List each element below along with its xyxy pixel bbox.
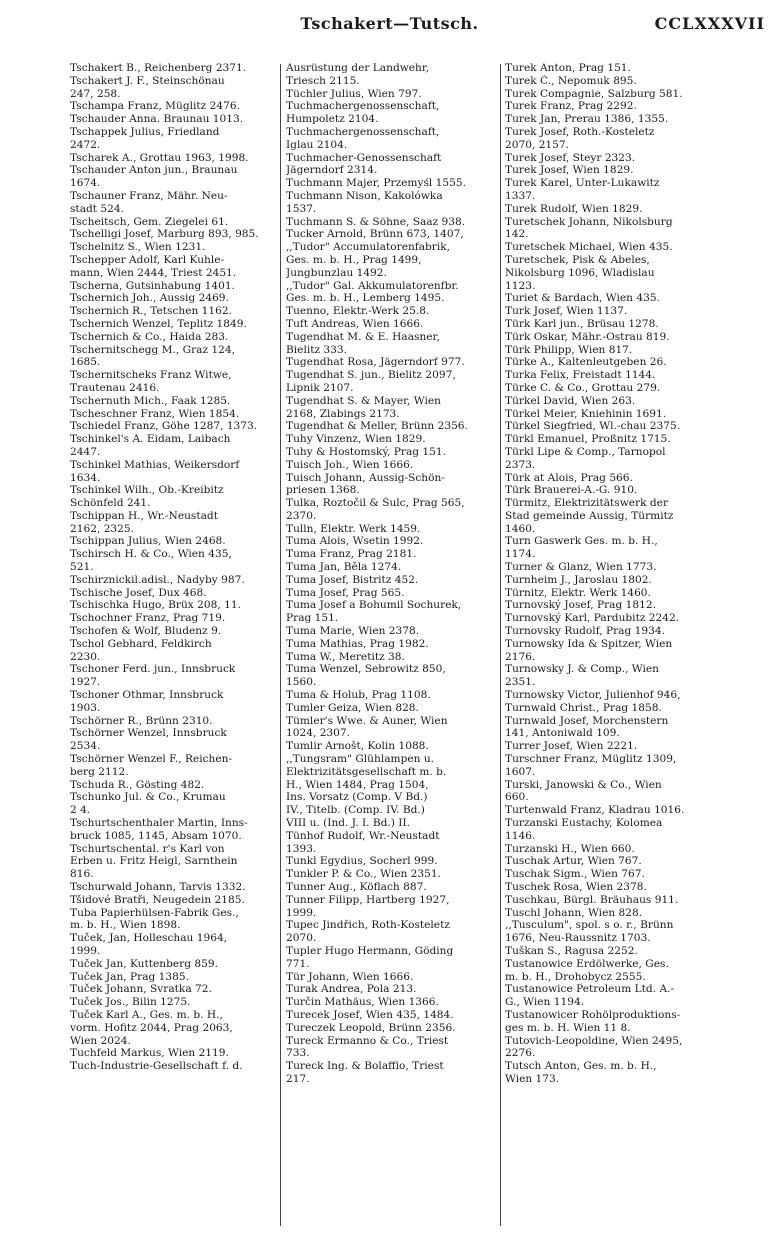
directory-line: Jägerndorf 2314. <box>286 164 378 177</box>
directory-line: 217. <box>286 1072 310 1085</box>
page-header <box>0 12 779 42</box>
column-divider <box>280 64 281 1226</box>
directory-line: Tscheitsch, Gem. Ziegelei 61. <box>70 215 229 228</box>
directory-line: Tugendhat & Meller, Brünn 2356. <box>286 420 468 433</box>
directory-line: Türk Philipp, Wien 817. <box>505 343 633 356</box>
directory-line: Tuček Johann, Svratka 72. <box>70 983 212 996</box>
directory-line: Turnovsky Rudolf, Prag 1934. <box>505 625 665 638</box>
directory-line: Turschner Franz, Müglitz 1309, <box>505 753 677 766</box>
directory-line: Tuma Josef a Bohumil Sochurek, <box>286 599 462 612</box>
directory-line: Turner & Glanz, Wien 1773. <box>505 561 657 574</box>
directory-line: Prag 151. <box>286 612 339 625</box>
directory-line: m. b. H., Drohobycz 2555. <box>505 970 646 983</box>
directory-line: Tuškan S., Ragusa 2252. <box>505 944 638 957</box>
directory-line: Tschippan Julius, Wien 2468. <box>70 535 226 548</box>
directory-line: 2447. <box>70 445 101 458</box>
directory-line: H., Wien 1484, Prag 1504, <box>286 778 429 791</box>
directory-line: Iglau 2104. <box>286 138 348 151</box>
directory-line: Türkel David, Wien 263. <box>505 394 636 407</box>
directory-line: 1999. <box>70 944 101 957</box>
directory-line: Tscherna, Gutsinhabung 1401. <box>70 279 235 292</box>
directory-line: Tschochner Franz, Prag 719. <box>70 612 226 625</box>
directory-line: Tureck Ing. & Bolaffio, Triest <box>286 1060 444 1073</box>
directory-line: Tuenno, Elektr.-Werk 25.8. <box>286 305 430 318</box>
directory-line: 2230. <box>70 650 101 663</box>
directory-line: Tugendhat S. & Mayer, Wien <box>286 394 441 407</box>
directory-line: 2162, 2325. <box>70 522 135 535</box>
directory-line: Tschirznickil.adisl., Nadyby 987. <box>70 573 245 586</box>
directory-line: Turk Josef, Wien 1137. <box>505 305 628 318</box>
directory-line: Tuch-Industrie-Gesellschaft f. d. <box>70 1060 243 1073</box>
directory-line: Turek Anton, Prag 151. <box>505 62 631 74</box>
directory-line: Tschelligi Josef, Marburg 893, 985. <box>70 228 259 241</box>
directory-line: Tüchler Julius, Wien 797. <box>286 87 422 100</box>
directory-line: 1685. <box>70 356 101 369</box>
directory-line: Nikolsburg 1096, Wladislau <box>505 266 655 279</box>
directory-line: Tustanowice Petroleum Ltd. A.- <box>505 983 675 996</box>
directory-line: Turek Josef, Wien 1829. <box>505 164 634 177</box>
directory-line: Tunner Aug., Köflach 887. <box>286 881 427 893</box>
directory-line: Tuhy Vinzenz, Wien 1829. <box>286 433 426 446</box>
directory-line: Tuisch Joh., Wien 1666. <box>286 458 414 471</box>
directory-line: Tunner Filipp, Hartberg 1927, <box>286 893 450 906</box>
directory-line: Tuft Andreas, Wien 1666. <box>286 317 424 330</box>
directory-line: Tuschl Johann, Wien 828. <box>505 906 643 919</box>
directory-line: Tuma Mathias, Prag 1982. <box>286 637 429 650</box>
directory-line: Turnwald Christ., Prag 1858. <box>505 701 662 714</box>
directory-line: Tscheschner Franz, Wien 1854. <box>70 407 240 420</box>
directory-line: Tuma & Holub, Prag 1108. <box>286 689 431 702</box>
directory-line: Turnowsky Victor, Julienhof 946, <box>505 689 681 702</box>
directory-line: Tugendhat M. & E. Haasner, <box>286 330 440 343</box>
directory-line: Tschernitschegg M., Graz 124, <box>70 343 236 356</box>
directory-line: 1560. <box>286 676 317 689</box>
directory-line: Tuisch Johann, Aussig-Schön- <box>286 471 445 484</box>
directory-line: Turek Č., Nepomuk 895. <box>505 74 637 87</box>
directory-line: 1674. <box>70 177 101 190</box>
directory-line: Türk Karl jun., Brüsau 1278. <box>505 317 659 330</box>
directory-line: Tulka, Roztočil & Šulc, Prag 565, <box>286 497 465 510</box>
directory-line: Tschörner R., Brünn 2310. <box>70 714 213 727</box>
directory-line: ,,Tungsram" Glühlampen u. <box>286 753 435 766</box>
directory-line: Tuchmann S. & Söhne, Saaz 938. <box>286 215 466 228</box>
directory-line: IV., Titelb. (Comp. IV. Bd.) <box>286 804 425 817</box>
directory-line: Turek Josef, Steyr 2323. <box>505 151 636 164</box>
directory-line: Tulln, Elektr. Werk 1459. <box>286 522 421 535</box>
directory-line: 1537. <box>286 202 317 215</box>
directory-line: 2168, Zlabings 2173. <box>286 407 400 420</box>
directory-line: Tuschkau, Bürgl. Bräuhaus 911. <box>505 893 679 906</box>
directory-line: Ins. Vorsatz (Comp. V Bd.) <box>286 791 428 804</box>
directory-line: Turčin Mathäus, Wien 1366. <box>286 996 439 1009</box>
directory-line: 141, Antoniwald 109. <box>505 727 620 740</box>
directory-line: Turetschek Johann, Nikolsburg <box>505 215 673 228</box>
directory-line: Türk Brauerei-A.-G. 910. <box>505 484 638 497</box>
directory-line: Wien 173. <box>505 1072 560 1085</box>
directory-line: 1337. <box>505 189 536 202</box>
directory-line: m. b. H., Wien 1898. <box>70 919 181 932</box>
directory-line: Tuma Jan, Běla 1274. <box>286 561 402 574</box>
directory-line: Tuba Papierhülsen-Fabrik Ges., <box>70 906 239 919</box>
directory-line: 1174. <box>505 548 536 561</box>
directory-line: Tuchmann Majer, Przemyśl 1555. <box>286 177 466 190</box>
directory-line: Turetschek Michael, Wien 435. <box>505 241 673 254</box>
directory-line: Tschinkel's A. Eidam, Laibach <box>70 433 231 446</box>
directory-line: Erben u. Fritz Heigl, Sarnthein <box>70 855 238 868</box>
column-left <box>70 62 278 1073</box>
page-number: CCLXXXVII <box>654 14 765 33</box>
directory-line: Turski, Janowski & Co., Wien <box>505 778 662 791</box>
directory-line: Tschol Gebhard, Feldkirch <box>70 637 212 650</box>
directory-line: Türk Oskar, Mähr.-Ostrau 819. <box>505 330 670 343</box>
directory-line: 1676, Neu-Raussnitz 1703. <box>505 932 651 945</box>
directory-line: 2373. <box>505 458 536 471</box>
directory-line: Turek Compagnie, Salzburg 581. <box>505 87 683 100</box>
directory-line: Tschernich Wenzel, Teplitz 1849. <box>70 317 247 330</box>
directory-line: Ges. m. b. H., Lemberg 1495. <box>286 292 445 305</box>
directory-line: 2534. <box>70 740 101 753</box>
page-title: Tschakert—Tutsch. <box>300 14 479 33</box>
directory-line: Tuma Wenzel, Sebrowitz 850, <box>286 663 446 676</box>
directory-line: Türkl Lipe & Comp., Tarnopol <box>505 445 666 458</box>
directory-line: Tschauder Anton jun., Braunau <box>70 164 238 177</box>
directory-line: 2472. <box>70 138 101 151</box>
directory-line: 2370. <box>286 509 317 522</box>
directory-line: 1393. <box>286 842 317 855</box>
directory-line: Tupler Hugo Hermann, Göding <box>286 944 454 957</box>
directory-line: Tunkler P. & Co., Wien 2351. <box>286 868 442 881</box>
directory-line: Turnwald Josef, Morchenstern <box>505 714 669 727</box>
directory-line: Tschernich Joh., Aussig 2469. <box>70 292 229 305</box>
directory-line: Tuchfeld Markus, Wien 2119. <box>70 1047 229 1060</box>
directory-line: Tschörner Wenzel, Innsbruck <box>70 727 227 740</box>
directory-line: Turecek Josef, Wien 435, 1484. <box>286 1008 454 1021</box>
directory-line: 521. <box>70 561 94 574</box>
directory-line: Tschakert B., Reichenberg 2371. <box>70 62 247 74</box>
directory-line: G., Wien 1194. <box>505 996 585 1009</box>
directory-line: 2 4. <box>70 804 91 817</box>
directory-line: 816. <box>70 868 94 881</box>
directory-line: 733. <box>286 1047 310 1060</box>
directory-line: Türke C. & Co., Grottau 279. <box>505 381 661 394</box>
directory-line: Turnovský Karl, Pardubitz 2242. <box>505 612 680 625</box>
directory-line: VIII u. (Ind. J. I. Bd.) II. <box>286 817 411 830</box>
directory-columns <box>0 62 779 1232</box>
directory-line: Tschernuth Mich., Faak 1285. <box>70 394 231 407</box>
directory-line: 1927. <box>70 676 101 689</box>
directory-line: Tuma Alois, Wsetin 1992. <box>286 535 424 548</box>
directory-line: mann, Wien 2444, Triest 2451. <box>70 266 237 279</box>
directory-line: ,,Tusculum", spol. s o. r., Brünn <box>505 919 674 932</box>
directory-line: ,,Tudor" Gal. Akkumulatorenfbr. <box>286 279 459 292</box>
directory-line: 1607. <box>505 765 536 778</box>
directory-line: Tschischka Hugo, Brüx 208, 11. <box>70 599 241 612</box>
directory-line: Tuhy & Hostomský, Prag 151. <box>286 445 447 458</box>
directory-line: Turak Andrea, Pola 213. <box>286 983 417 996</box>
directory-line: Turzanski Eustachy, Kolomea <box>505 817 663 830</box>
directory-line: Tschuda R., Gösting 482. <box>70 778 205 791</box>
directory-line: Tschernich R., Tetschen 1162. <box>70 305 232 318</box>
directory-line: Turek Josef, Roth.-Kosteletz <box>505 125 655 138</box>
directory-line: Tuchmachergenossenschaft, <box>286 100 440 113</box>
directory-line: Tuma Franz, Prag 2181. <box>286 548 417 561</box>
directory-line: Tunkl Egydius, Socherl 999. <box>286 855 438 868</box>
directory-line: Turzanski H., Wien 660. <box>505 842 635 855</box>
directory-line: Tschunko Jul. & Co., Krumau <box>70 791 226 804</box>
directory-line: Trautenau 2416. <box>70 381 160 394</box>
directory-line: 2070, 2157. <box>505 138 570 151</box>
directory-line: ges m. b. H. Wien 11 8. <box>505 1021 631 1034</box>
directory-line: Tutsch Anton, Ges. m. b. H., <box>505 1060 657 1073</box>
directory-line: Tschische Josef, Dux 468. <box>70 586 207 599</box>
directory-line: Tschappek Julius, Friedland <box>70 125 220 138</box>
directory-line: Tschampa Franz, Müglitz 2476. <box>70 100 240 113</box>
directory-line: Tuschak Artur, Wien 767. <box>505 855 642 868</box>
directory-line: Wien 2024. <box>70 1034 131 1047</box>
directory-line: Tschinkel Wilh., Ob.-Kreibitz <box>70 484 224 497</box>
directory-line: Turetschek, Pisk & Abeles, <box>505 253 650 266</box>
directory-line: Stad gemeinde Aussig, Türmitz <box>505 509 674 522</box>
directory-line: Tür Johann, Wien 1666. <box>286 970 414 983</box>
directory-line: Tuček Jan, Prag 1385. <box>70 970 189 983</box>
directory-line: Türkl Emanuel, Proßnitz 1715. <box>505 433 671 446</box>
directory-line: Türkel Siegfried, Wl.-chau 2375. <box>505 420 681 433</box>
directory-line: Tustanowicer Rohölproduktions- <box>505 1008 681 1021</box>
directory-line: Elektrizitätsgesellschaft m. b. <box>286 765 447 778</box>
directory-line: Türnitz, Elektr. Werk 1460. <box>505 586 651 599</box>
directory-line: 1903. <box>70 701 101 714</box>
directory-line: Turka Felix, Freistadt 1144. <box>505 369 656 382</box>
directory-line: Tschofen & Wolf, Bludenz 9. <box>70 625 222 638</box>
directory-line: Tucker Arnold, Brünn 673, 1407, <box>286 228 464 241</box>
directory-line: Tuček Jos., Bilin 1275. <box>70 996 191 1009</box>
directory-line: 2276. <box>505 1047 536 1060</box>
directory-line: Tšidové Bratři, Neugedein 2185. <box>70 893 245 906</box>
directory-line: 142. <box>505 228 529 241</box>
directory-line: Turek Jan, Prerau 1386, 1355. <box>505 113 669 126</box>
directory-line: Tschörner Wenzel F., Reichen- <box>70 753 233 766</box>
directory-line: Tschauder Anna. Braunau 1013. <box>70 113 244 126</box>
directory-line: Tuček Karl A., Ges. m. b. H., <box>70 1008 223 1021</box>
directory-line: Tuschek Rosa, Wien 2378. <box>505 881 647 893</box>
directory-line: Turnheim J., Jaroslau 1802. <box>505 573 652 586</box>
directory-line: Tureczek Leopold, Brünn 2356. <box>286 1021 456 1034</box>
directory-line: Triesch 2115. <box>286 74 360 87</box>
directory-line: Turnowsky J. & Comp., Wien <box>505 663 659 676</box>
directory-line: Tumler Geiza, Wien 828. <box>286 701 419 714</box>
directory-line: vorm. Hofitz 2044, Prag 2063, <box>70 1021 233 1034</box>
directory-line: 2070. <box>286 932 317 945</box>
directory-line: Türmitz, Elektrizitätswerk der <box>505 497 669 510</box>
directory-line: Tureck Ermanno & Co., Triest <box>286 1034 449 1047</box>
directory-line: Tugendhat Rosa, Jägerndorf 977. <box>286 356 465 369</box>
directory-line: Tschernitscheks Franz Witwe, <box>70 369 232 382</box>
directory-line: Tschoner Othmar, Innsbruck <box>70 689 224 702</box>
directory-line: stadt 524. <box>70 202 125 215</box>
directory-line: 1460. <box>505 522 536 535</box>
directory-line: Tutovich-Leopoldine, Wien 2495, <box>505 1034 683 1047</box>
directory-line: Ges. m. b. H., Prag 1499, <box>286 253 422 266</box>
directory-line: Turiet & Bardach, Wien 435. <box>505 292 660 305</box>
directory-line: Turek Karel, Unter-Lukawitz <box>505 177 660 190</box>
directory-line: 2351. <box>505 676 536 689</box>
column-right <box>505 62 717 1086</box>
directory-line: 1999. <box>286 906 317 919</box>
directory-line: Tugendhat S. jun., Bielitz 2097, <box>286 369 456 382</box>
directory-line: Humpoletz 2104. <box>286 113 379 126</box>
directory-line: Ausrüstung der Landwehr, <box>286 62 430 74</box>
directory-line: Tschurtschental. r's Karl von <box>70 842 225 855</box>
directory-line: Tuchmann Nison, Kakolówka <box>286 189 443 202</box>
directory-line: Tupec Jindřich, Roth-Kosteletz <box>286 919 450 932</box>
directory-line: Tustanowice Erdölwerke, Ges. <box>505 957 669 970</box>
directory-line: priesen 1368. <box>286 484 360 497</box>
directory-line: Turrer Josef, Wien 2221. <box>505 740 638 753</box>
directory-line: Tschinkel Mathias, Weikersdorf <box>70 458 240 471</box>
directory-line: Turek Franz, Prag 2292. <box>505 100 637 113</box>
directory-line: Tümler's Wwe. & Auner, Wien <box>286 714 448 727</box>
directory-line: Tschakert J. F., Steinschönau <box>70 74 225 87</box>
directory-line: bruck 1085, 1145, Absam 1070. <box>70 829 242 842</box>
directory-line: berg 2112. <box>70 765 129 778</box>
directory-line: Tschepper Adolf, Karl Kuhle- <box>70 253 225 266</box>
directory-line: Tschernich & Co., Haida 283. <box>70 330 229 343</box>
directory-line: 660. <box>505 791 529 804</box>
directory-line: Tuma Marie, Wien 2378. <box>286 625 420 638</box>
directory-line: Tuma Josef, Bistritz 452. <box>286 573 419 586</box>
directory-line: Tuschak Sigm., Wien 767. <box>505 868 645 881</box>
directory-line: Tschelnitz S., Wien 1231. <box>70 241 206 254</box>
column-middle <box>286 62 498 1086</box>
directory-line: Turn Gaswerk Ges. m. b. H., <box>505 535 658 548</box>
directory-line: Turtenwald Franz, Kladrau 1016. <box>505 804 685 817</box>
directory-line: 1634. <box>70 471 101 484</box>
directory-line: Türk at Alois, Prag 566. <box>505 471 633 484</box>
directory-line: 247, 258. <box>70 87 121 100</box>
directory-line: Tumlir Arnošt, Kolin 1088. <box>286 740 429 753</box>
directory-line: Türkel Meier, Kniehinin 1691. <box>505 407 667 420</box>
directory-line: 1146. <box>505 829 536 842</box>
directory-line: Schönfeld 241. <box>70 497 151 510</box>
directory-line: Turnovský Josef, Prag 1812. <box>505 599 656 612</box>
directory-line: Lipnik 2107. <box>286 381 354 394</box>
directory-line: Tschippan H., Wr.-Neustadt <box>70 509 218 522</box>
directory-line: Turnowsky Ida & Spitzer, Wien <box>505 637 673 650</box>
directory-line: Tscharek A., Grottau 1963, 1998. <box>70 151 249 164</box>
directory-line: Tschoner Ferd. jun., Innsbruck <box>70 663 236 676</box>
directory-line: Tschirsch H. & Co., Wien 435, <box>70 548 232 561</box>
directory-line: Tünhof Rudolf, Wr.-Neustadt <box>286 829 440 842</box>
directory-line: 2176. <box>505 650 536 663</box>
directory-line: Tschurtschenthaler Martin, Inns- <box>70 817 248 830</box>
column-divider <box>500 64 501 1226</box>
directory-line: Tschiedel Franz, Göhe 1287, 1373. <box>70 420 258 433</box>
directory-line: 1123. <box>505 279 536 292</box>
directory-line: Bielitz 333. <box>286 343 348 356</box>
directory-line: Türke A., Kaltenleutgeben 26. <box>505 356 667 369</box>
directory-line: Tuma Josef, Prag 565. <box>286 586 405 599</box>
directory-line: Tuchmacher-Genossenschaft <box>286 151 442 164</box>
directory-line: Turek Rudolf, Wien 1829. <box>505 202 643 215</box>
directory-line: ,,Tudor" Accumulatorenfabrik, <box>286 241 451 254</box>
directory-line: Tschurwald Johann, Tarvis 1332. <box>70 881 246 893</box>
directory-line: Tuček, Jan, Holleschau 1964, <box>70 932 228 945</box>
directory-line: Tuchmachergenossenschaft, <box>286 125 440 138</box>
directory-line: Tuček Jan, Kuttenberg 859. <box>70 957 218 970</box>
directory-line: Tuma W., Meretitz 38. <box>286 650 405 663</box>
directory-line: Tschauner Franz, Mähr. Neu- <box>70 189 228 202</box>
directory-line: 771. <box>286 957 310 970</box>
directory-line: Jungbunzlau 1492. <box>286 266 387 279</box>
directory-line: 1024, 2307. <box>286 727 351 740</box>
